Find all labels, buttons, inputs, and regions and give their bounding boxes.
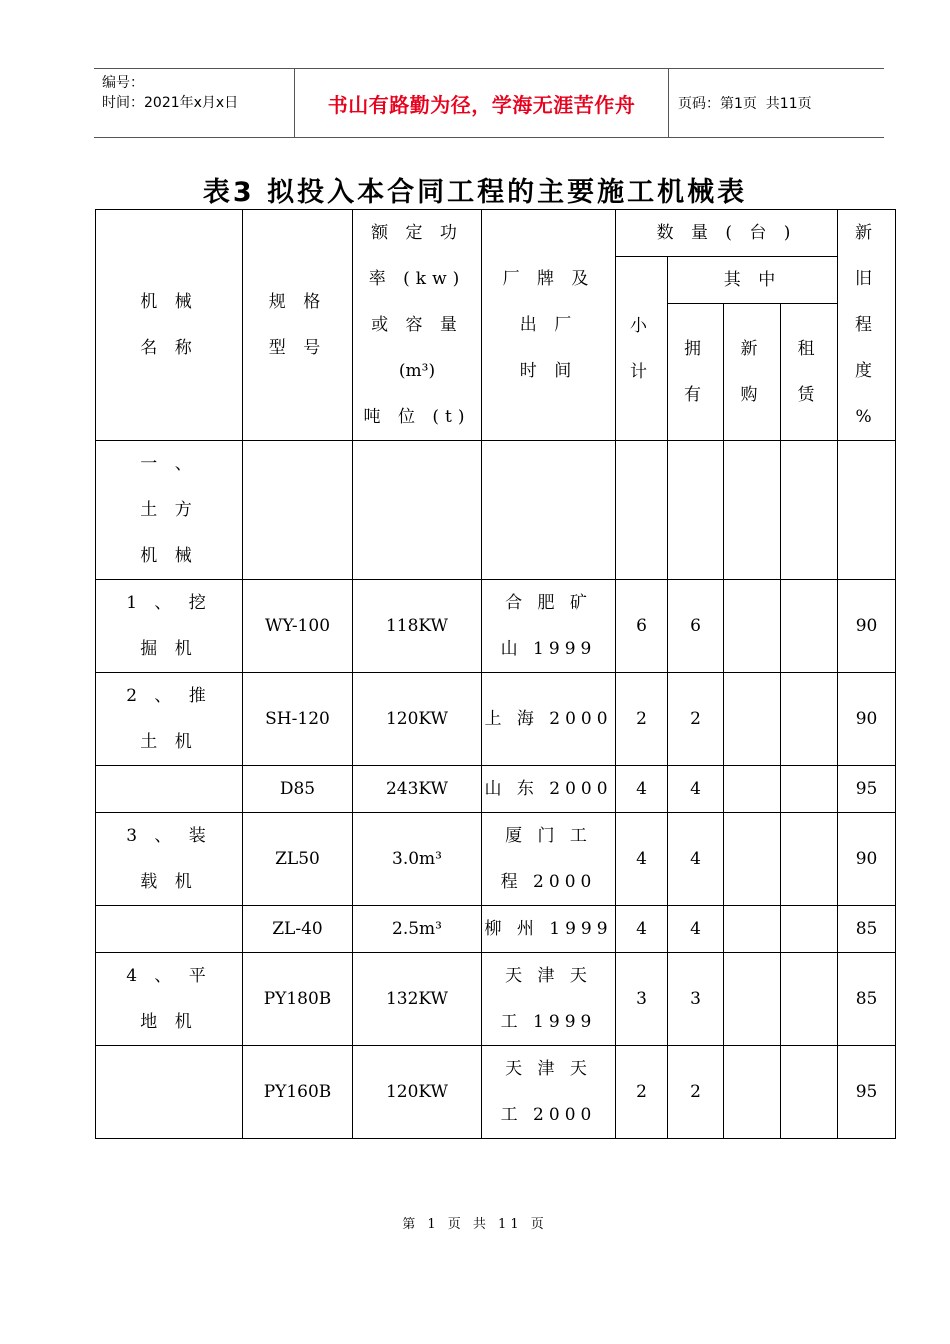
spec-cell: PY160B: [243, 1046, 353, 1139]
header-divider: [668, 69, 669, 137]
own-cell: 3: [668, 953, 724, 1046]
own-cell: 2: [668, 673, 724, 766]
subtotal-cell: 4: [616, 813, 668, 906]
rent-cell: [781, 580, 838, 673]
header-rent: 租 赁: [781, 304, 838, 441]
spec-cell: ZL-40: [243, 906, 353, 953]
maker-cell: 上 海 2000: [482, 673, 616, 766]
subtotal-cell: 3: [616, 953, 668, 1046]
table-cell: [781, 441, 838, 580]
header-qty: 数 量 ( 台 ): [616, 210, 838, 257]
rent-cell: [781, 813, 838, 906]
condition-cell: 85: [838, 906, 896, 953]
section-label: 一 、 土 方 机 械: [96, 441, 243, 580]
maker-cell: 厦 门 工 程 2000: [482, 813, 616, 906]
maker-cell: 柳 州 1999: [482, 906, 616, 953]
header-condition: 新 旧 程 度 %: [838, 210, 896, 441]
power-cell: 2.5m³: [353, 906, 482, 953]
table-cell: [243, 441, 353, 580]
spec-cell: PY180B: [243, 953, 353, 1046]
machine-name-cell: 1 、 挖 掘 机: [96, 580, 243, 673]
table-cell: [838, 441, 896, 580]
time-label: 时间：2021年x月x日: [102, 95, 239, 111]
page-footer: 第 1 页 共 11 页: [402, 1217, 548, 1232]
machine-name-cell: 4 、 平 地 机: [96, 953, 243, 1046]
new-cell: [724, 953, 781, 1046]
new-cell: [724, 766, 781, 813]
own-cell: 4: [668, 906, 724, 953]
maker-cell: 天 津 天 工 1999: [482, 953, 616, 1046]
power-cell: 120KW: [353, 673, 482, 766]
maker-cell: 山 东 2000: [482, 766, 616, 813]
machine-name-cell: [96, 1046, 243, 1139]
header-new: 新 购: [724, 304, 781, 441]
new-cell: [724, 813, 781, 906]
rent-cell: [781, 673, 838, 766]
power-cell: 132KW: [353, 953, 482, 1046]
power-cell: 243KW: [353, 766, 482, 813]
power-cell: 120KW: [353, 1046, 482, 1139]
spec-cell: WY-100: [243, 580, 353, 673]
table-row: [96, 813, 896, 906]
own-cell: 2: [668, 1046, 724, 1139]
new-cell: [724, 906, 781, 953]
table-row: [96, 906, 896, 953]
own-cell: 4: [668, 813, 724, 906]
table-row: [96, 766, 896, 813]
page-header: [94, 68, 884, 138]
header-page-info: 页码：第1页 共11页: [678, 96, 812, 112]
header-spec: 规 格 型 号: [243, 210, 353, 441]
rent-cell: [781, 1046, 838, 1139]
table-cell: [482, 441, 616, 580]
header-subtotal: 小 计: [616, 257, 668, 441]
header-meta: [102, 73, 294, 113]
own-cell: 6: [668, 580, 724, 673]
header-motto: 书山有路勤为径，学海无涯苦作舟: [327, 92, 636, 117]
table-row: [96, 580, 896, 673]
rent-cell: [781, 766, 838, 813]
subtotal-cell: 6: [616, 580, 668, 673]
table-row: [96, 1046, 896, 1139]
machinery-table: [95, 209, 896, 1139]
condition-cell: 90: [838, 580, 896, 673]
subtotal-cell: 4: [616, 906, 668, 953]
machine-name-cell: [96, 766, 243, 813]
rent-cell: [781, 906, 838, 953]
condition-cell: 90: [838, 813, 896, 906]
spec-cell: ZL50: [243, 813, 353, 906]
power-cell: 3.0m³: [353, 813, 482, 906]
maker-cell: 天 津 天 工 2000: [482, 1046, 616, 1139]
new-cell: [724, 580, 781, 673]
subtotal-cell: 4: [616, 766, 668, 813]
table-row: [96, 673, 896, 766]
table-cell: [353, 441, 482, 580]
condition-cell: 95: [838, 766, 896, 813]
subtotal-cell: 2: [616, 673, 668, 766]
header-power: 额 定 功 率 (kw) 或 容 量 (m³) 吨 位 (t): [353, 210, 482, 441]
new-cell: [724, 1046, 781, 1139]
spec-cell: SH-120: [243, 673, 353, 766]
page-title: 表3 拟投入本合同工程的主要施工机械表: [202, 177, 748, 208]
new-cell: [724, 673, 781, 766]
section-row: [96, 441, 896, 580]
subtotal-cell: 2: [616, 1046, 668, 1139]
condition-cell: 95: [838, 1046, 896, 1139]
table-cell: [668, 441, 724, 580]
table-cell: [616, 441, 668, 580]
power-cell: 118KW: [353, 580, 482, 673]
machine-name-cell: 3 、 装 载 机: [96, 813, 243, 906]
own-cell: 4: [668, 766, 724, 813]
condition-cell: 85: [838, 953, 896, 1046]
machine-name-cell: [96, 906, 243, 953]
condition-cell: 90: [838, 673, 896, 766]
machine-name-cell: 2 、 推 土 机: [96, 673, 243, 766]
maker-cell: 合 肥 矿 山 1999: [482, 580, 616, 673]
code-label: 编号：: [102, 75, 144, 91]
rent-cell: [781, 953, 838, 1046]
spec-cell: D85: [243, 766, 353, 813]
header-own: 拥 有: [668, 304, 724, 441]
header-maker: 厂 牌 及 出 厂 时 间: [482, 210, 616, 441]
table-cell: [724, 441, 781, 580]
table-row: [96, 953, 896, 1046]
header-among: 其 中: [668, 257, 838, 304]
header-name: 机 械 名 称: [96, 210, 243, 441]
